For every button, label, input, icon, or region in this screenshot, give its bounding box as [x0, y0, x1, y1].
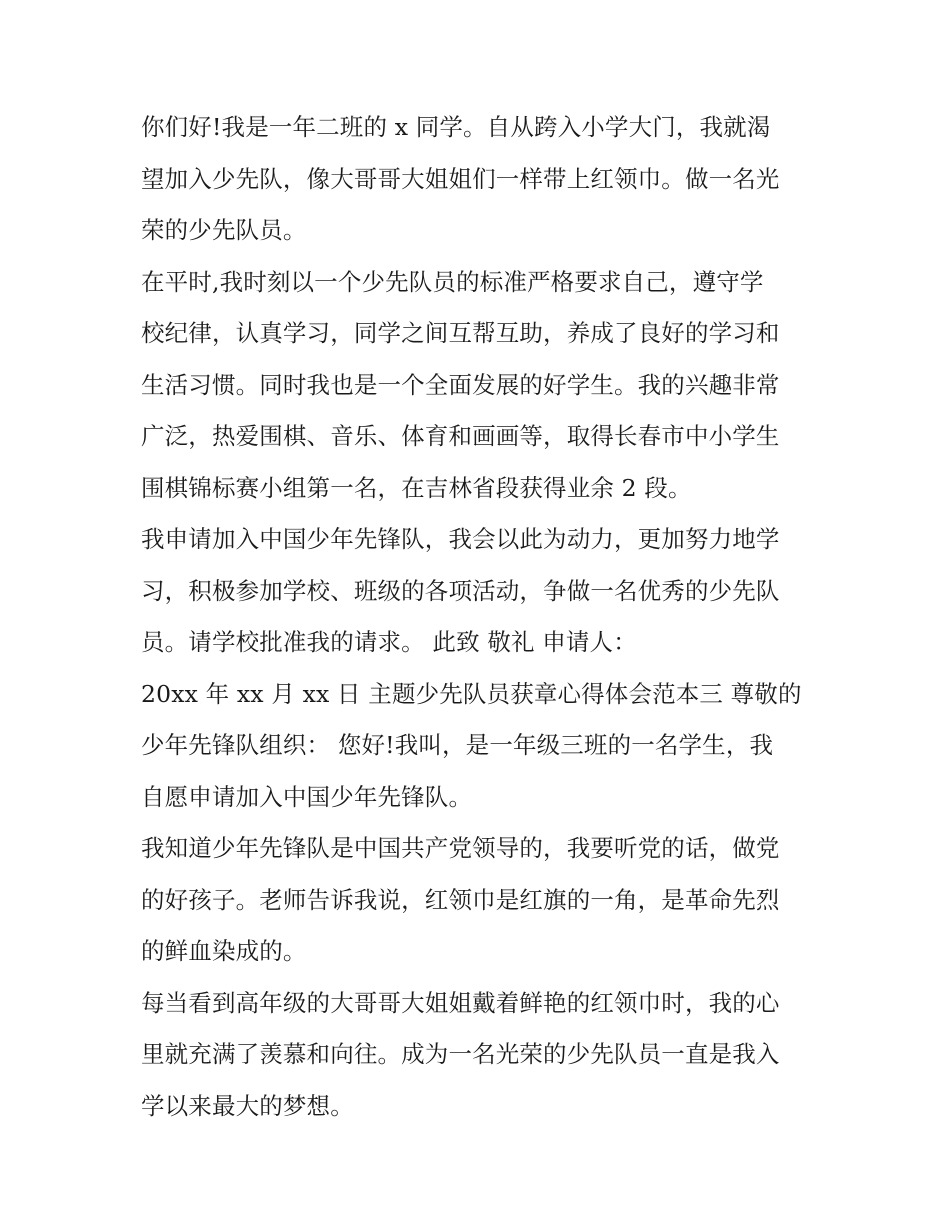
- text-line: 员。请学校批准我的请求。 此致 敬礼 申请人：: [141, 628, 637, 656]
- paragraph-6: [141, 978, 813, 1133]
- text-line: 自愿申请加入中国少年先锋队。: [141, 782, 473, 811]
- paragraph-1: [141, 102, 813, 257]
- paragraph-5: [141, 823, 813, 978]
- text-line: 的鲜血染成的。: [141, 937, 307, 965]
- text-line: 生活习惯。同时我也是一个全面发展的好学生。我的兴趣非常: [141, 370, 780, 399]
- text-line: 每当看到高年级的大哥哥大姐姐戴着鲜艳的红领巾时，我的心: [141, 988, 780, 1017]
- paragraph-4: [141, 669, 813, 824]
- paragraph-3: [141, 514, 813, 669]
- text-line: 的好孩子。老师告诉我说，红领巾是红旗的一角，是革命先烈: [141, 885, 780, 914]
- text-line: 在平时,我时刻以一个少先队员的标准严格要求自己，遵守学: [141, 267, 764, 296]
- text-line: 习，积极参加学校、班级的各项活动，争做一名优秀的少先队: [141, 576, 780, 605]
- text-line: 里就充满了羡慕和向往。成为一名光荣的少先队员一直是我入: [141, 1040, 780, 1068]
- text-line: 围棋锦标赛小组第一名，在吉林省段获得业余 2 段。: [141, 473, 692, 502]
- text-line: 学以来最大的梦想。: [141, 1091, 354, 1120]
- text-line: 我申请加入中国少年先锋队，我会以此为动力，更加努力地学: [141, 525, 780, 553]
- text-line: 荣的少先队员。: [141, 216, 307, 244]
- text-line: 广泛，热爱围棋、音乐、体育和画画等，取得长春市中小学生: [141, 422, 780, 450]
- text-line: 我知道少年先锋队是中国共产党领导的，我要听党的话，做党: [141, 834, 780, 862]
- text-line: 望加入少先队，像大哥哥大姐姐们一样带上红领巾。做一名光: [141, 164, 780, 193]
- document-body: [141, 102, 813, 1132]
- text-line: 你们好!我是一年二班的 x 同学。自从跨入小学大门，我就渴: [141, 113, 771, 141]
- text-line: 少年先锋队组织： 您好!我叫，是一年级三班的一名学生，我: [141, 731, 774, 759]
- paragraph-2: [141, 257, 813, 515]
- text-line: 校纪律，认真学习，同学之间互帮互助，养成了良好的学习和: [141, 319, 780, 347]
- text-line: 20xx 年 xx 月 xx 日 主题少先队员获章心得体会范本三 尊敬的: [141, 679, 802, 708]
